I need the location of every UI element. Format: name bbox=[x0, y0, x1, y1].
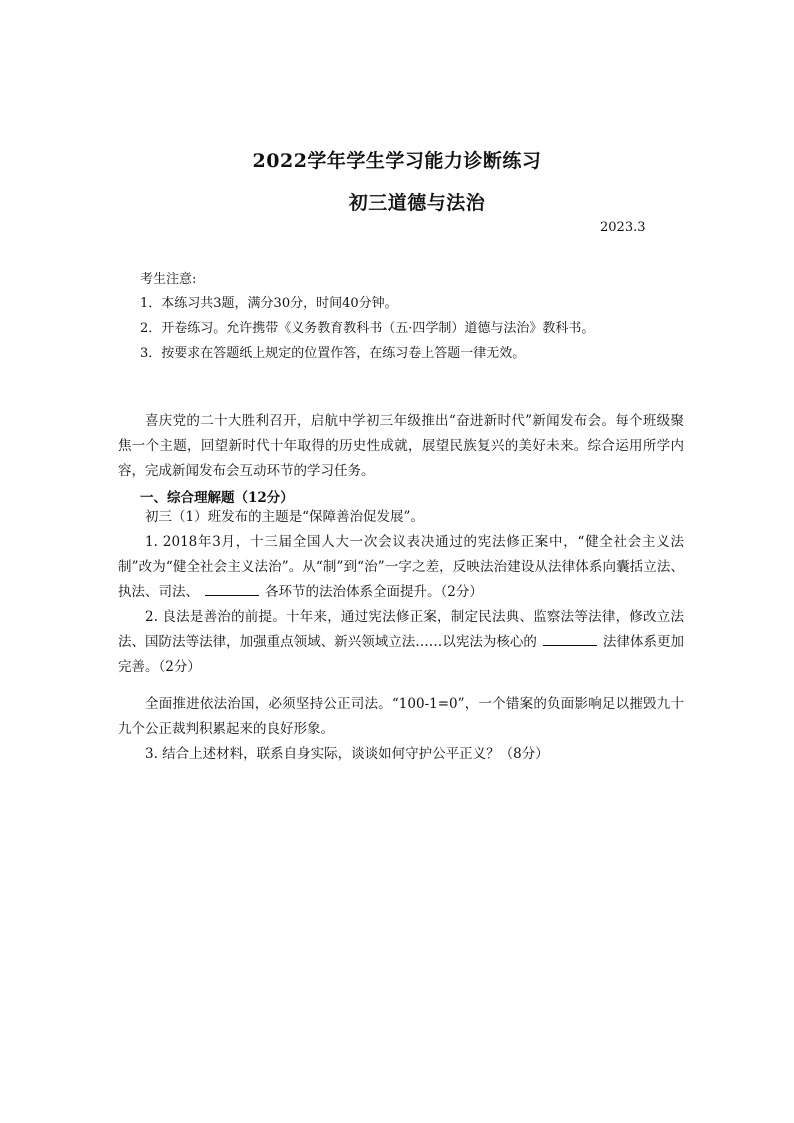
question-1-tail: 各环节的法治体系全面提升。（2分） bbox=[265, 584, 483, 600]
exam-subject: 初三道德与法治 bbox=[348, 192, 486, 214]
question-1 bbox=[118, 530, 684, 605]
exam-title: 2022学年学生学习能力诊断练习 bbox=[252, 150, 542, 172]
notice-item-3: 3．按要求在答题纸上规定的位置作答，在练习卷上答题一律无效。 bbox=[140, 346, 526, 361]
intro-paragraph: 喜庆党的二十大胜利召开，启航中学初三年级推出“奋进新时代”新闻发布会。每个班级聚焦一个主题，回望新时代十年取得的历史性成就，展望民族复兴的美好未来。综合运用所学内容，完成新闻发布会互动环节的学习任务。 bbox=[118, 413, 684, 479]
exam-date: 2023.3 bbox=[600, 220, 646, 235]
notice-item-2: 2．开卷练习。允许携带《义务教育教科书（五·四学制）道德与法治》教科书。 bbox=[140, 321, 595, 336]
section-1-theme: 初三（1）班发布的主题是“保障善治促发展”。 bbox=[145, 509, 424, 525]
question-2-tail: 法律体系更加完善。（2分） bbox=[118, 634, 685, 675]
answer-blank-2[interactable] bbox=[543, 631, 597, 646]
question-3: 3. 结合上述材料，联系自身实际，谈谈如何守护公平正义？（8分） bbox=[145, 746, 549, 762]
notice-heading: 考生注意: bbox=[140, 272, 197, 287]
section-1-heading: 一、综合理解题（12分） bbox=[140, 490, 294, 506]
notice-item-1: 1．本练习共3题，满分30分，时间40分钟。 bbox=[140, 296, 398, 311]
answer-blank-1[interactable] bbox=[205, 581, 259, 596]
question-2 bbox=[118, 605, 684, 680]
material-paragraph: 全面推进依法治国，必须坚持公正司法。“100-1=0”，一个错案的负面影响足以摧毁九十九个公正裁判积累起来的良好形象。 bbox=[118, 696, 684, 737]
question-1-text: 1. 2018年3月，十三届全国人大一次会议表决通过的宪法修正案中，“健全社会主义法制”改为“健全社会主义法治”。从“制”到“治”一字之差，反映法治建设从法律体系向囊括立法、执法、司法、 bbox=[118, 534, 684, 600]
question-2-text: 2. 良法是善治的前提。十年来，通过宪法修正案，制定民法典、监察法等法律，修改立法法、国防法等法律，加强重点领域、新兴领域立法……以宪法为核心的 bbox=[118, 609, 684, 650]
